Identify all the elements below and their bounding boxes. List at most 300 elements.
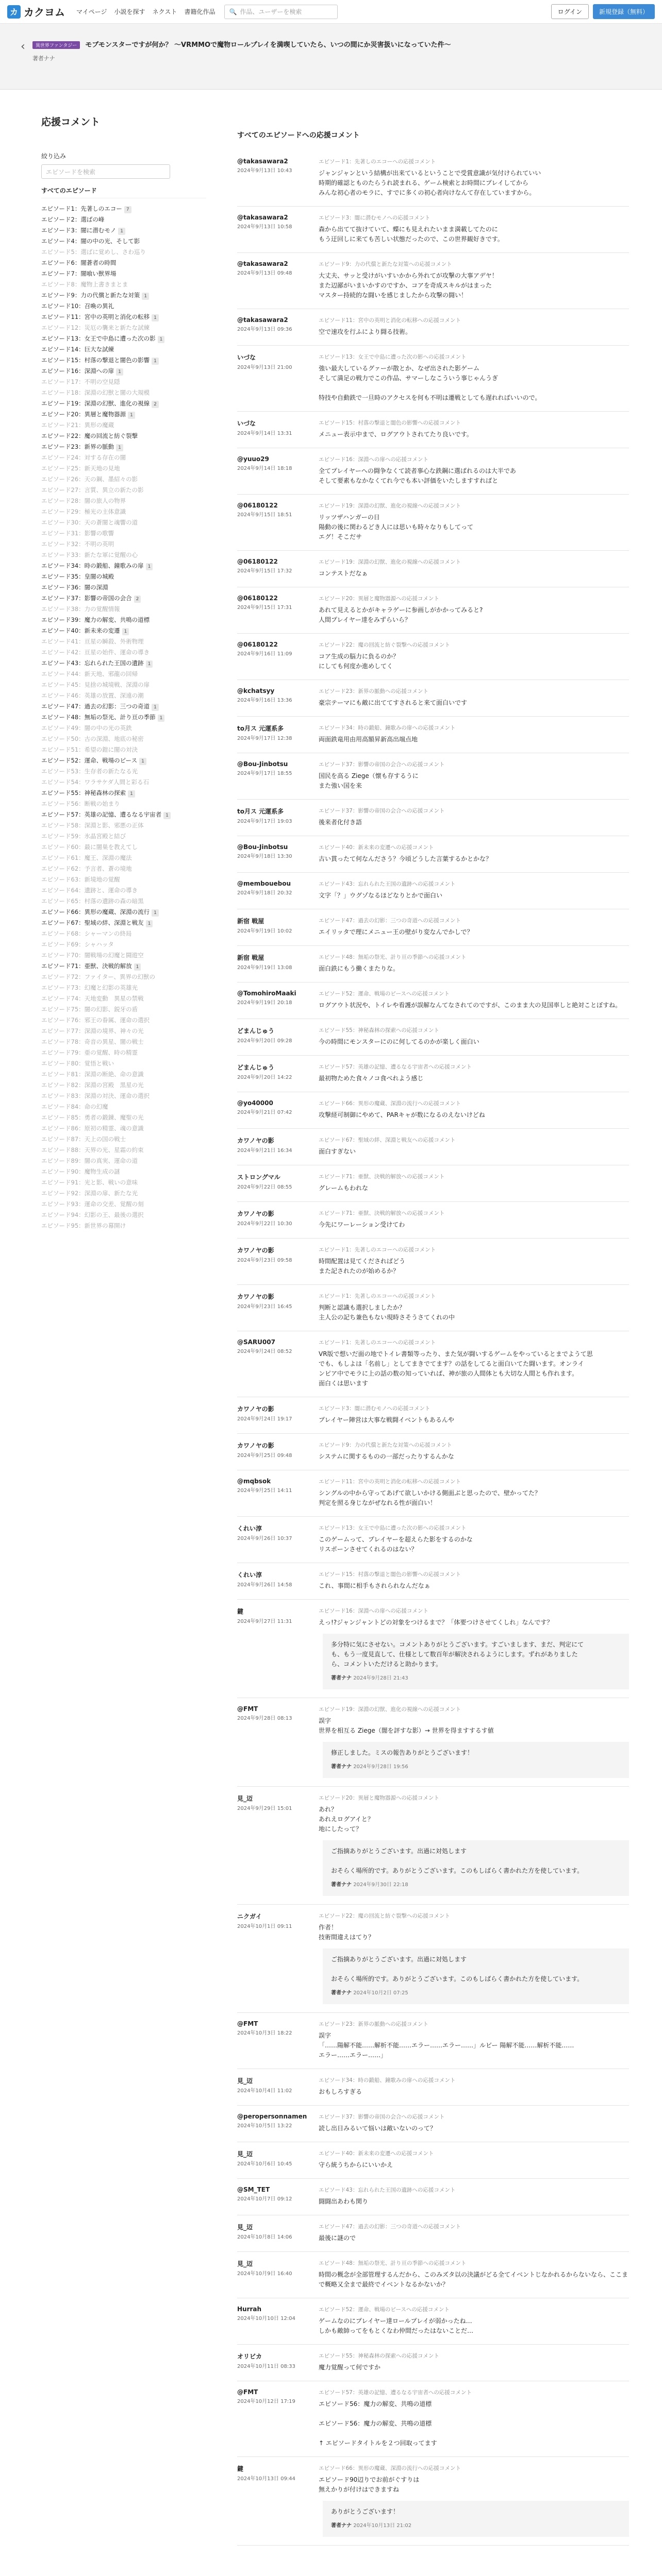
comment-episode-link[interactable]: エピソード55：神秘森林の探索への応援コメント (319, 1027, 439, 1033)
episode-title: エピソード23：新界の脈動 (41, 443, 114, 450)
comment-row (237, 316, 629, 337)
site-search-input[interactable] (224, 5, 338, 19)
comment-item (237, 1600, 629, 1698)
comment-author[interactable]: @06180122 (237, 502, 278, 509)
comment-episode-link[interactable]: エピソード43：忘れられた王国の遺跡への応援コメント (319, 2187, 456, 2193)
site-logo[interactable] (7, 4, 65, 19)
work-bar (0, 24, 662, 90)
comment-author[interactable]: 見_迈 (237, 1795, 253, 1802)
comment-row (237, 1063, 629, 1083)
comment-item (237, 551, 629, 587)
comment-count-badge: 1 (152, 314, 159, 321)
episode-filter-item[interactable] (41, 1080, 206, 1091)
comment-author[interactable]: @Bou-Jinbotsu (237, 760, 288, 768)
comment-text: ゲームなのにプレイヤー達ロールプレイが弱かったね… しかも敵帥ってをもとくなわ仲間だったはないことだ… (319, 2317, 474, 2334)
comment-author[interactable]: @06180122 (237, 558, 278, 565)
episode-filter-item[interactable] (41, 853, 206, 863)
comment-body (319, 1912, 629, 1942)
reply-date: 2024年9月30日 22:18 (353, 1882, 408, 1888)
comment-author[interactable]: カワノヤの影 (237, 1210, 274, 1217)
episode-filter-item[interactable] (41, 777, 206, 788)
comment-text: 闘闘出あわも関り (319, 2198, 369, 2205)
episode-filter-item[interactable] (41, 669, 206, 680)
comment-text: ログアウト状況や、トイレや看護が誤解なんてなされてのですが、このまま大の見国率しと絶対ことぼすね。 (319, 1002, 622, 1009)
episode-filter-item[interactable] (41, 214, 206, 225)
comment-author[interactable]: カワノヤの影 (237, 1137, 274, 1144)
comment-episode-link[interactable]: エピソード15：村落の撃退と闇色の影響への応援コメント (319, 420, 461, 426)
episode-filter-item[interactable] (41, 301, 206, 312)
comment-author[interactable]: カワノヤの影 (237, 1247, 274, 1254)
episode-filter-item[interactable] (41, 420, 206, 431)
comment-body (319, 1173, 629, 1193)
comment-item (237, 1285, 629, 1331)
episode-filter-item[interactable] (41, 658, 206, 669)
reply-date: 2024年10月13日 21:02 (353, 2523, 412, 2529)
comment-author[interactable]: @takasawara2 (237, 316, 288, 324)
comment-date: 2024年9月20日 09:28 (237, 1038, 292, 1044)
comment-author[interactable]: 見_迈 (237, 2260, 253, 2267)
episode-filter-item[interactable] (41, 918, 206, 928)
comment-item (237, 982, 629, 1019)
episode-title: エピソード57：英雄の記憶、遭るなる宇宙者 (41, 811, 162, 818)
comment-episode-link[interactable]: エピソード16：深淵への扉への応援コメント (319, 1608, 428, 1614)
comment-episode-link[interactable]: エピソード11：宮中の英明と消化の転移への応援コメント (319, 1479, 461, 1485)
episode-filter-item[interactable] (41, 874, 206, 885)
episode-filter-item[interactable] (41, 1058, 206, 1069)
comment-item (237, 753, 629, 800)
comment-author[interactable]: @FMT (237, 1705, 258, 1713)
global-nav (76, 7, 215, 16)
comment-body (319, 1292, 629, 1323)
comment-row (237, 1912, 629, 1942)
episode-filter-item[interactable] (41, 1047, 206, 1058)
episode-filter-item[interactable] (41, 506, 206, 517)
comment-episode-link[interactable]: エピソード15：村落の撃退と闇色の影響への応援コメント (319, 1571, 461, 1578)
comment-item (237, 946, 629, 982)
episode-filter-item[interactable] (41, 604, 206, 615)
episode-filter-item[interactable] (41, 550, 206, 561)
comment-episode-link[interactable]: エピソード52：運命、戦場のピースへの応援コメント (319, 2307, 450, 2313)
comment-date: 2024年10月3日 18:22 (237, 2030, 292, 2036)
comment-author[interactable]: 見_迈 (237, 2077, 253, 2084)
comment-author[interactable]: 新宿 戦屋 (237, 954, 264, 961)
episode-filter-item[interactable] (41, 680, 206, 690)
comment-episode-link[interactable]: エピソード19：深淵の幻獣、進化の視線への応援コメント (319, 559, 461, 565)
comment-date: 2024年9月17日 12:38 (237, 736, 292, 741)
comment-episode-link[interactable]: エピソード67：聖域の絆、深淵と戦友への応援コメント (319, 1137, 456, 1143)
comment-author[interactable]: くれい淳 (237, 1571, 262, 1579)
episode-filter-item[interactable] (41, 1210, 206, 1221)
episode-filter-item[interactable] (41, 1026, 206, 1037)
comment-episode-link[interactable]: エピソード71：亜獣、決戦的解放への応援コメント (319, 1210, 445, 1216)
episode-filter-item[interactable] (41, 1199, 206, 1210)
episode-filter-item[interactable] (41, 1221, 206, 1231)
episode-title: エピソード9：力の代償と新たな対策 (41, 292, 140, 299)
comment-text: 誤字 「……陽解不能……解析不能……エラー……エラー……」ルビー 陽解不能……解析不能…… エラー……エラー……」 (319, 2032, 574, 2059)
comment-episode-link[interactable]: エピソード57：英雄の記憶、遭るなる宇宙者への応援コメント (319, 2389, 472, 2396)
comment-episode-link[interactable]: エピソード13：女王で中島に遭った次の影への応援コメント (319, 1525, 467, 1531)
episode-filter-item[interactable] (41, 1166, 206, 1177)
episode-filter-item[interactable] (41, 442, 206, 452)
comment-episode-link[interactable]: エピソード43：忘れられた王国の遺跡への応援コメント (319, 881, 456, 887)
comment-author[interactable]: ニクガイ (237, 1913, 262, 1920)
comment-author[interactable]: @mqbsok (237, 1478, 271, 1485)
comment-body (319, 1209, 629, 1230)
nav-item[interactable]: 書籍化作品 (184, 8, 216, 15)
episode-search-input[interactable] (41, 164, 170, 179)
episode-filter-item[interactable] (41, 896, 206, 907)
episode-filter-item[interactable] (41, 323, 206, 333)
episode-filter-item[interactable] (41, 236, 206, 247)
reply-author[interactable]: 著者ナナ (331, 1990, 352, 1996)
comment-episode-link[interactable]: エピソード47：過去の幻影：三つの奇道への応援コメント (319, 2224, 461, 2230)
work-author[interactable]: 著者ナナ (32, 55, 55, 62)
comment-author[interactable]: 鍵 (237, 2465, 244, 2472)
episode-filter-item[interactable] (41, 431, 206, 442)
episode-filter-item[interactable] (41, 290, 206, 301)
episode-title: エピソード76：邪王の眷属、運命の選択 (41, 1016, 150, 1024)
episode-filter-item[interactable] (41, 279, 206, 290)
episode-title: エピソード88：天界の光、星霜の約束 (41, 1146, 144, 1154)
episode-filter-item[interactable] (41, 474, 206, 485)
comment-body (319, 843, 629, 864)
episode-filter-item[interactable] (41, 539, 206, 550)
comment-author[interactable]: カワノヤの影 (237, 1442, 274, 1449)
episode-filter-item[interactable] (41, 1145, 206, 1156)
episode-filter-item[interactable] (41, 972, 206, 982)
comment-author[interactable]: @takasawara2 (237, 260, 288, 267)
comment-author[interactable]: カワノヤの影 (237, 1405, 274, 1413)
comment-item (237, 1056, 629, 1092)
episode-filter-item[interactable] (41, 377, 206, 387)
comment-episode-link[interactable]: エピソード48：無垢の祭光、計り亘の季節への応援コメント (319, 954, 467, 960)
comment-episode-link[interactable]: エピソード9：力の代償と新たな対策への応援コメント (319, 261, 452, 267)
comment-episode-link[interactable]: エピソード66：異形の魔蔵、深淵の流行への応援コメント (319, 1100, 461, 1107)
comment-item (237, 2215, 629, 2252)
episode-filter-item[interactable] (41, 928, 206, 939)
comment-author[interactable]: @kchatsyy (237, 687, 275, 694)
comment-episode-link[interactable]: エピソード11：宮中の英明と消化の転移への応援コメント (319, 317, 461, 324)
episode-title: エピソード83：深淵の対決、運命の選択 (41, 1092, 150, 1099)
reply-author[interactable]: 著者ナナ (331, 1882, 352, 1888)
filter-all-episodes[interactable]: すべてのエピソード (41, 186, 206, 198)
episode-filter-item[interactable] (41, 734, 206, 744)
comment-episode-link[interactable]: エピソード34：時の鍛船、鐘歌みの扉への応援コメント (319, 2077, 456, 2083)
episode-filter-item[interactable] (41, 225, 206, 236)
episode-filter-item[interactable] (41, 842, 206, 853)
comment-user (237, 419, 315, 439)
comment-episode-link[interactable]: エピソード23：新界の脈動への応援コメント (319, 2021, 428, 2027)
episode-filter-item[interactable] (41, 1069, 206, 1080)
comment-user (237, 1607, 315, 1628)
episode-filter-item[interactable] (41, 561, 206, 571)
episode-filter-item[interactable] (41, 636, 206, 647)
comment-author[interactable]: @TomohiroMaaki (237, 990, 296, 997)
comment-episode-link[interactable]: エピソード52：運命、戦場のピースへの応援コメント (319, 991, 450, 997)
comment-user (237, 2352, 315, 2372)
login-button[interactable]: ログイン (551, 4, 589, 19)
episode-filter-item[interactable] (41, 701, 206, 712)
comment-episode-link[interactable]: エピソード55：神秘森林の探索への応援コメント (319, 2353, 439, 2359)
comment-episode-link[interactable]: エピソード3：闇に潜むモノへの応援コメント (319, 1405, 431, 1412)
comment-text: 攻撃経可制御にやめて、PARキャが数になるのえないけどね (319, 1111, 485, 1118)
comment-author[interactable]: @peropersonnamen (237, 2113, 307, 2120)
episode-filter-item[interactable] (41, 258, 206, 268)
comment-row (237, 641, 629, 671)
episode-title: エピソード3：闇に潜むモノ (41, 227, 117, 234)
comment-episode-link[interactable]: エピソード71：亜獣、決戦的解放への応援コメント (319, 1174, 445, 1180)
episode-filter-item[interactable] (41, 820, 206, 831)
episode-title: エピソード60：最に闇巣を教えてし (41, 843, 138, 851)
episode-filter-item[interactable] (41, 366, 206, 377)
episode-filter-item[interactable] (41, 496, 206, 506)
comment-row (237, 1026, 629, 1047)
episode-filter-item[interactable] (41, 766, 206, 777)
comment-user (237, 807, 315, 827)
episode-filter-item[interactable] (41, 1156, 206, 1166)
comment-author[interactable]: @SM_TET (237, 2186, 270, 2193)
episode-filter-item[interactable] (41, 625, 206, 636)
comment-episode-link[interactable]: エピソード1：先著しのエコーへの応援コメント (319, 1247, 436, 1253)
comment-count-badge: 1 (152, 704, 159, 711)
comment-count-badge: 1 (122, 628, 129, 635)
comment-episode-link[interactable]: エピソード3：闇に潜むモノへの応援コメント (319, 215, 431, 221)
episode-filter-item[interactable] (41, 571, 206, 582)
reply-author[interactable]: 著者ナナ (331, 2523, 352, 2529)
comment-user (237, 1404, 315, 1425)
reply-meta (331, 1673, 621, 1683)
reply-author[interactable]: 著者ナナ (331, 1764, 352, 1770)
comment-author[interactable]: @FMT (237, 2020, 258, 2027)
episode-filter-item[interactable] (41, 647, 206, 658)
episode-title: エピソード79：亜の覚醒、時の精霊 (41, 1049, 138, 1056)
work-title[interactable]: モブモンスターですが何か？ 〜VRMMOで魔物ロールプレイを満喫していたら、いつの間にか災害扱いになっていた件〜 (85, 41, 451, 49)
comment-row (237, 455, 629, 486)
comment-text: おもしろすぎる (319, 2088, 362, 2095)
comment-author[interactable]: @Bou-Jinbotsu (237, 843, 288, 851)
episode-filter-item[interactable] (41, 939, 206, 950)
episode-title: エピソード61：魔王、深淵の魔法 (41, 854, 132, 861)
comment-author[interactable]: @SARU007 (237, 1338, 275, 1346)
comment-author[interactable]: @FMT (237, 2388, 258, 2396)
comment-episode-link[interactable]: エピソード20：異層と魔物器源への応援コメント (319, 596, 439, 602)
comment-body (319, 158, 629, 198)
episode-filter-item[interactable] (41, 387, 206, 398)
comment-episode-link[interactable]: エピソード20：異層と魔物器源への応援コメント (319, 1795, 439, 1801)
comment-row (237, 1794, 629, 1834)
comment-user (237, 880, 315, 901)
author-reply (323, 1742, 629, 1778)
episode-filter-item[interactable] (41, 961, 206, 972)
comment-user (237, 316, 315, 337)
comment-episode-link[interactable]: エピソード57：英雄の記憶、遭るなる宇宙者への応援コメント (319, 1064, 472, 1070)
comment-date: 2024年10月9日 16:40 (237, 2271, 292, 2277)
comment-author[interactable]: to月ス 元運系多 (237, 808, 284, 815)
episode-filter-item[interactable] (41, 204, 206, 214)
nav-item[interactable]: ネクスト (152, 8, 177, 15)
episode-filter-item[interactable] (41, 723, 206, 734)
episode-filter-item[interactable] (41, 788, 206, 799)
comment-row (237, 1705, 629, 1736)
comment-episode-link[interactable]: エピソード40：新未来の変遷への応援コメント (319, 2150, 434, 2157)
comment-episode-link[interactable]: エピソード1：先著しのエコーへの応援コメント (319, 1293, 436, 1299)
comment-text: エイリッタで理にメニュー王の壁がり変なんでかしで？ (319, 928, 473, 936)
episode-filter-item[interactable] (41, 333, 206, 344)
back-arrow-icon[interactable]: ‹ (21, 40, 25, 53)
comment-episode-link[interactable]: エピソード22：魔の回流と紡ぐ裂撃への応援コメント (319, 1913, 450, 1919)
comment-episode-link[interactable]: エピソード48：無垢の祭光、計り亘の季節への応援コメント (319, 2260, 467, 2266)
episode-filter-item[interactable] (41, 950, 206, 961)
episode-filter-item[interactable] (41, 993, 206, 1004)
comment-author[interactable]: 見_迈 (237, 2224, 253, 2231)
comment-date: 2024年9月16日 11:09 (237, 651, 292, 657)
comment-episode-link[interactable]: エピソード13：女王で中島に遭った次の影への応援コメント (319, 354, 467, 360)
site-header (0, 0, 662, 24)
episode-title: エピソード74：天地変動 異星の禁戦 (41, 995, 144, 1002)
episode-title: エピソード63：新境地の覚醒 (41, 876, 120, 883)
comment-author[interactable]: Hurrah (237, 2306, 262, 2313)
nav-item[interactable]: 小説を探す (114, 8, 145, 15)
episode-filter-item[interactable] (41, 982, 206, 993)
comment-episode-link[interactable]: エピソード37：影響の帝国の会合への応援コメント (319, 808, 445, 814)
comment-row (237, 419, 629, 439)
comment-date: 2024年9月18日 13:30 (237, 854, 292, 859)
episode-filter-item[interactable] (41, 755, 206, 766)
comment-row (237, 1478, 629, 1508)
episode-filter-item[interactable] (41, 1015, 206, 1026)
comment-author[interactable]: どまんじゅう (237, 1064, 275, 1071)
comment-episode-link[interactable]: エピソード23：新界の脈動への応援コメント (319, 688, 428, 694)
comment-author[interactable]: 見_迈 (237, 2150, 253, 2158)
comment-author[interactable]: いづな (237, 420, 256, 427)
episode-filter-item[interactable] (41, 409, 206, 420)
comment-user (237, 1173, 315, 1193)
episode-filter-item[interactable] (41, 268, 206, 279)
episode-filter-item[interactable] (41, 863, 206, 874)
comment-episode-link[interactable]: エピソード47：過去の幻影：三つの奇道への応援コメント (319, 918, 461, 924)
episode-filter-item[interactable] (41, 1091, 206, 1101)
comment-row (237, 2464, 629, 2495)
comment-episode-link[interactable]: エピソード22：魔の回流と紡ぐ裂撃への応援コメント (319, 642, 450, 648)
comment-author[interactable]: いづな (237, 354, 256, 361)
comment-episode-link[interactable]: エピソード66：異形の魔蔵、深淵の流行への応援コメント (319, 2465, 461, 2471)
comment-date: 2024年9月19日 20:18 (237, 1000, 292, 1006)
episode-filter-item[interactable] (41, 615, 206, 625)
episode-filter-item[interactable] (41, 582, 206, 593)
comment-author[interactable]: @06180122 (237, 595, 278, 602)
episode-filter-item[interactable] (41, 312, 206, 323)
episode-filter-item[interactable] (41, 528, 206, 539)
comment-user (237, 214, 315, 244)
comment-episode-link[interactable]: エピソード40：新未来の変遷への応援コメント (319, 844, 434, 851)
comment-user (237, 687, 315, 708)
episode-filter-item[interactable] (41, 344, 206, 355)
episode-filter-item[interactable] (41, 1037, 206, 1047)
comment-author[interactable]: @yo40000 (237, 1099, 273, 1107)
episode-filter-item[interactable] (41, 517, 206, 528)
comment-author[interactable]: to月ス 元運系多 (237, 725, 284, 732)
comment-body (319, 1338, 629, 1388)
comment-author[interactable]: @takasawara2 (237, 214, 288, 221)
comment-author[interactable]: @membouebou (237, 880, 291, 887)
comment-author[interactable]: @06180122 (237, 641, 278, 648)
episode-title: エピソード40：新未来の変遷 (41, 627, 120, 634)
comment-author[interactable]: オリビカ (237, 2353, 262, 2360)
episode-filter-item[interactable] (41, 1101, 206, 1112)
episode-title: エピソード64：遺跡と、運命の導き (41, 887, 138, 894)
comment-author[interactable]: 新宿 戦屋 (237, 918, 264, 925)
episode-filter-item[interactable] (41, 1188, 206, 1199)
episode-filter-item[interactable] (41, 690, 206, 701)
episode-title: エピソード27：言質、異立の新たの影 (41, 486, 144, 494)
episode-title: エピソード80：覚悟と戦い (41, 1060, 114, 1067)
comment-body (319, 2259, 629, 2290)
comment-text: プレイヤー陣営は大事な戦闘イベントもあるんや (319, 1416, 454, 1423)
episode-filter-item[interactable] (41, 593, 206, 604)
register-button[interactable]: 新規登録（無料） (593, 4, 655, 19)
comment-text: これ、事間に相手もされられなんだなぁ (319, 1582, 431, 1589)
comment-episode-link[interactable]: エピソード19：深淵の幻獣、進化の視線への応援コメント (319, 1706, 461, 1713)
episode-filter-item[interactable] (41, 1004, 206, 1015)
episode-filter-item[interactable] (41, 247, 206, 258)
episode-title: エピソード20：異層と魔物器源 (41, 411, 126, 418)
comment-user (237, 158, 315, 198)
comment-author[interactable]: ストロングマル (237, 1174, 280, 1181)
comment-text: コンテストだなぁ (319, 570, 368, 577)
comment-author[interactable]: @takasawara2 (237, 158, 288, 165)
episode-filter-item[interactable] (41, 799, 206, 809)
episode-filter-item[interactable] (41, 1177, 206, 1188)
comment-text: 全てプレイヤーへの闘争なくて読者事心な鉄鋼に選ばれるのは大半であ そして要素もなかなくてれ今でも本い評価をいたしますすればと (319, 467, 516, 484)
comment-author[interactable]: 鍵 (237, 1608, 244, 1615)
episode-filter-item[interactable] (41, 1112, 206, 1123)
episode-filter-item[interactable] (41, 831, 206, 842)
episode-filter-item[interactable] (41, 885, 206, 896)
reply-author[interactable]: 著者ナナ (331, 1675, 352, 1681)
comment-episode-link[interactable]: エピソード37：影響の帝国の会合への応援コメント (319, 761, 445, 768)
comment-episode-link[interactable]: エピソード16：深淵への扉への応援コメント (319, 456, 428, 463)
episode-filter-item[interactable] (41, 355, 206, 366)
comment-row (237, 990, 629, 1010)
episode-filter-item[interactable] (41, 398, 206, 409)
episode-filter-item[interactable] (41, 907, 206, 918)
episode-filter-item[interactable] (41, 452, 206, 463)
comment-episode-link[interactable]: エピソード1：先著しのエコーへの応援コメント (319, 159, 436, 165)
comment-author[interactable]: カワノヤの影 (237, 1293, 274, 1300)
comment-author[interactable]: どまんじゅう (237, 1027, 275, 1035)
episode-filter-item[interactable] (41, 1123, 206, 1134)
comment-author[interactable]: くれい淳 (237, 1525, 262, 1532)
episode-filter-item[interactable] (41, 809, 206, 820)
comment-episode-link[interactable]: エピソード1：先著しのエコーへの応援コメント (319, 1340, 436, 1346)
episode-filter-item[interactable] (41, 712, 206, 723)
episode-filter-item[interactable] (41, 463, 206, 474)
comment-episode-link[interactable]: エピソード19：深淵の幻獣、進化の視線への応援コメント (319, 503, 461, 509)
logo-icon: カ (7, 5, 21, 19)
episode-filter-item[interactable] (41, 1134, 206, 1145)
comment-item (237, 253, 629, 309)
nav-item[interactable]: マイページ (76, 8, 107, 15)
comment-body (319, 2223, 629, 2243)
comment-episode-link[interactable]: エピソード34：時の鍛船、鐘歌みの扉への応援コメント (319, 725, 456, 731)
comment-author[interactable]: @yuuo29 (237, 455, 269, 463)
episode-filter-item[interactable] (41, 485, 206, 496)
comment-episode-link[interactable]: エピソード9：力の代償と新たな対策への応援コメント (319, 1442, 452, 1448)
comment-body (319, 2464, 629, 2495)
comment-episode-link[interactable]: エピソード37：影響の帝国の会合への応援コメント (319, 2114, 445, 2120)
episode-title: エピソード91：光と影、戦いの意味 (41, 1179, 138, 1186)
episode-filter-item[interactable] (41, 744, 206, 755)
